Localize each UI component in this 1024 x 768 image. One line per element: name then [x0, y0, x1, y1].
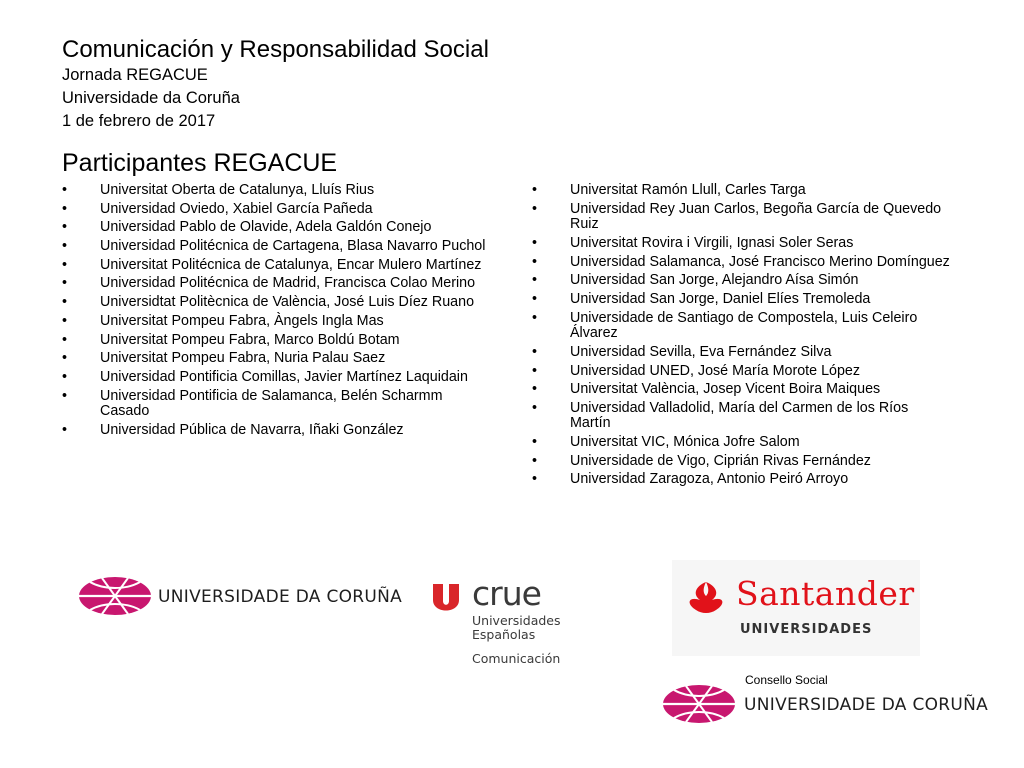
list-item: • Universitat Pompeu Fabra, Marco Boldú Botam [62, 333, 487, 349]
list-item: • Universidade de Santiago de Compostela, Luis Celeiro Álvarez [532, 311, 952, 342]
participants-list-left [62, 183, 487, 441]
document-title: Comunicación y Responsabilidad Social [62, 36, 489, 63]
santander-flame-icon [686, 572, 726, 614]
udc-consello-logo [662, 682, 989, 724]
list-item: • Universitat Oberta de Catalunya, Lluís Rius [62, 183, 487, 199]
list-item: • Universitat VIC, Mónica Jofre Salom [532, 435, 952, 451]
crue-subtitle-1: Universidades [472, 613, 561, 628]
udc-emblem-icon [662, 684, 736, 724]
list-item: • Universidad Pública de Navarra, Iñaki González [62, 423, 487, 439]
list-item: • Universidad Politécnica de Cartagena, Blasa Navarro Puchol [62, 239, 487, 255]
list-item: • Universidad Pontificia de Salamanca, Belén Scharmm Casado [62, 389, 487, 420]
list-item: • Universidad Politécnica de Madrid, Francisca Colao Merino [62, 276, 487, 292]
event-name: Jornada REGACUE [62, 66, 208, 84]
udc-logo [78, 576, 403, 618]
santander-logo [672, 560, 920, 656]
consello-social-label: Consello Social [745, 673, 828, 687]
crue-subtitle-3: Comunicación [472, 651, 561, 666]
crue-wordmark: crue [472, 574, 541, 613]
list-item: • Universidad Oviedo, Xabiel García Pañeda [62, 202, 487, 218]
list-item: • Universidad San Jorge, Daniel Elíes Tremoleda [532, 292, 952, 308]
crue-subtitle-2: Españolas [472, 627, 536, 642]
list-item: • Universitat Rovira i Virgili, Ignasi Soler Seras [532, 236, 952, 252]
list-item: • Universidad UNED, José María Morote López [532, 364, 952, 380]
list-item: • Universitat Ramón Llull, Carles Targa [532, 183, 952, 199]
list-item: • Universidtat Politècnica de València, José Luis Díez Ruano [62, 295, 487, 311]
list-item: • Universitat València, Josep Vicent Boira Maiques [532, 382, 952, 398]
crue-emblem-icon [432, 583, 460, 613]
list-item: • Universidad Valladolid, María del Carmen de los Ríos Martín [532, 401, 952, 432]
santander-subtitle: UNIVERSIDADES [740, 622, 873, 637]
list-item: • Universidad Zaragoza, Antonio Peiró Arroyo [532, 472, 952, 488]
list-item: • Universidad Sevilla, Eva Fernández Silva [532, 345, 952, 361]
participants-list-right [532, 183, 952, 491]
list-item: • Universitat Pompeu Fabra, Nuria Palau Saez [62, 351, 487, 367]
event-date: 1 de febrero de 2017 [62, 112, 216, 130]
santander-wordmark: Santander [736, 574, 915, 613]
udc-consello-text: UNIVERSIDADE DA CORUÑA [744, 695, 989, 715]
crue-logo [432, 574, 572, 670]
list-item: • Universidad Salamanca, José Francisco Merino Domínguez [532, 255, 952, 271]
host-university: Universidade da Coruña [62, 89, 240, 107]
list-item: • Universidad Pontificia Comillas, Javier Martínez Laquidain [62, 370, 487, 386]
list-item: • Universitat Politécnica de Catalunya, Encar Mulero Martínez [62, 258, 487, 274]
udc-logo-text: UNIVERSIDADE DA CORUÑA [158, 587, 403, 607]
list-item: • Universitat Pompeu Fabra, Àngels Ingla Mas [62, 314, 487, 330]
section-title: Participantes REGACUE [62, 149, 338, 177]
list-item: • Universidad Rey Juan Carlos, Begoña García de Quevedo Ruiz [532, 202, 952, 233]
list-item: • Universidad San Jorge, Alejandro Aísa Simón [532, 273, 952, 289]
document-header [62, 36, 489, 133]
udc-emblem-icon [78, 576, 152, 616]
list-item: • Universidade de Vigo, Ciprián Rivas Fernández [532, 454, 952, 470]
list-item: • Universidad Pablo de Olavide, Adela Galdón Conejo [62, 220, 487, 236]
